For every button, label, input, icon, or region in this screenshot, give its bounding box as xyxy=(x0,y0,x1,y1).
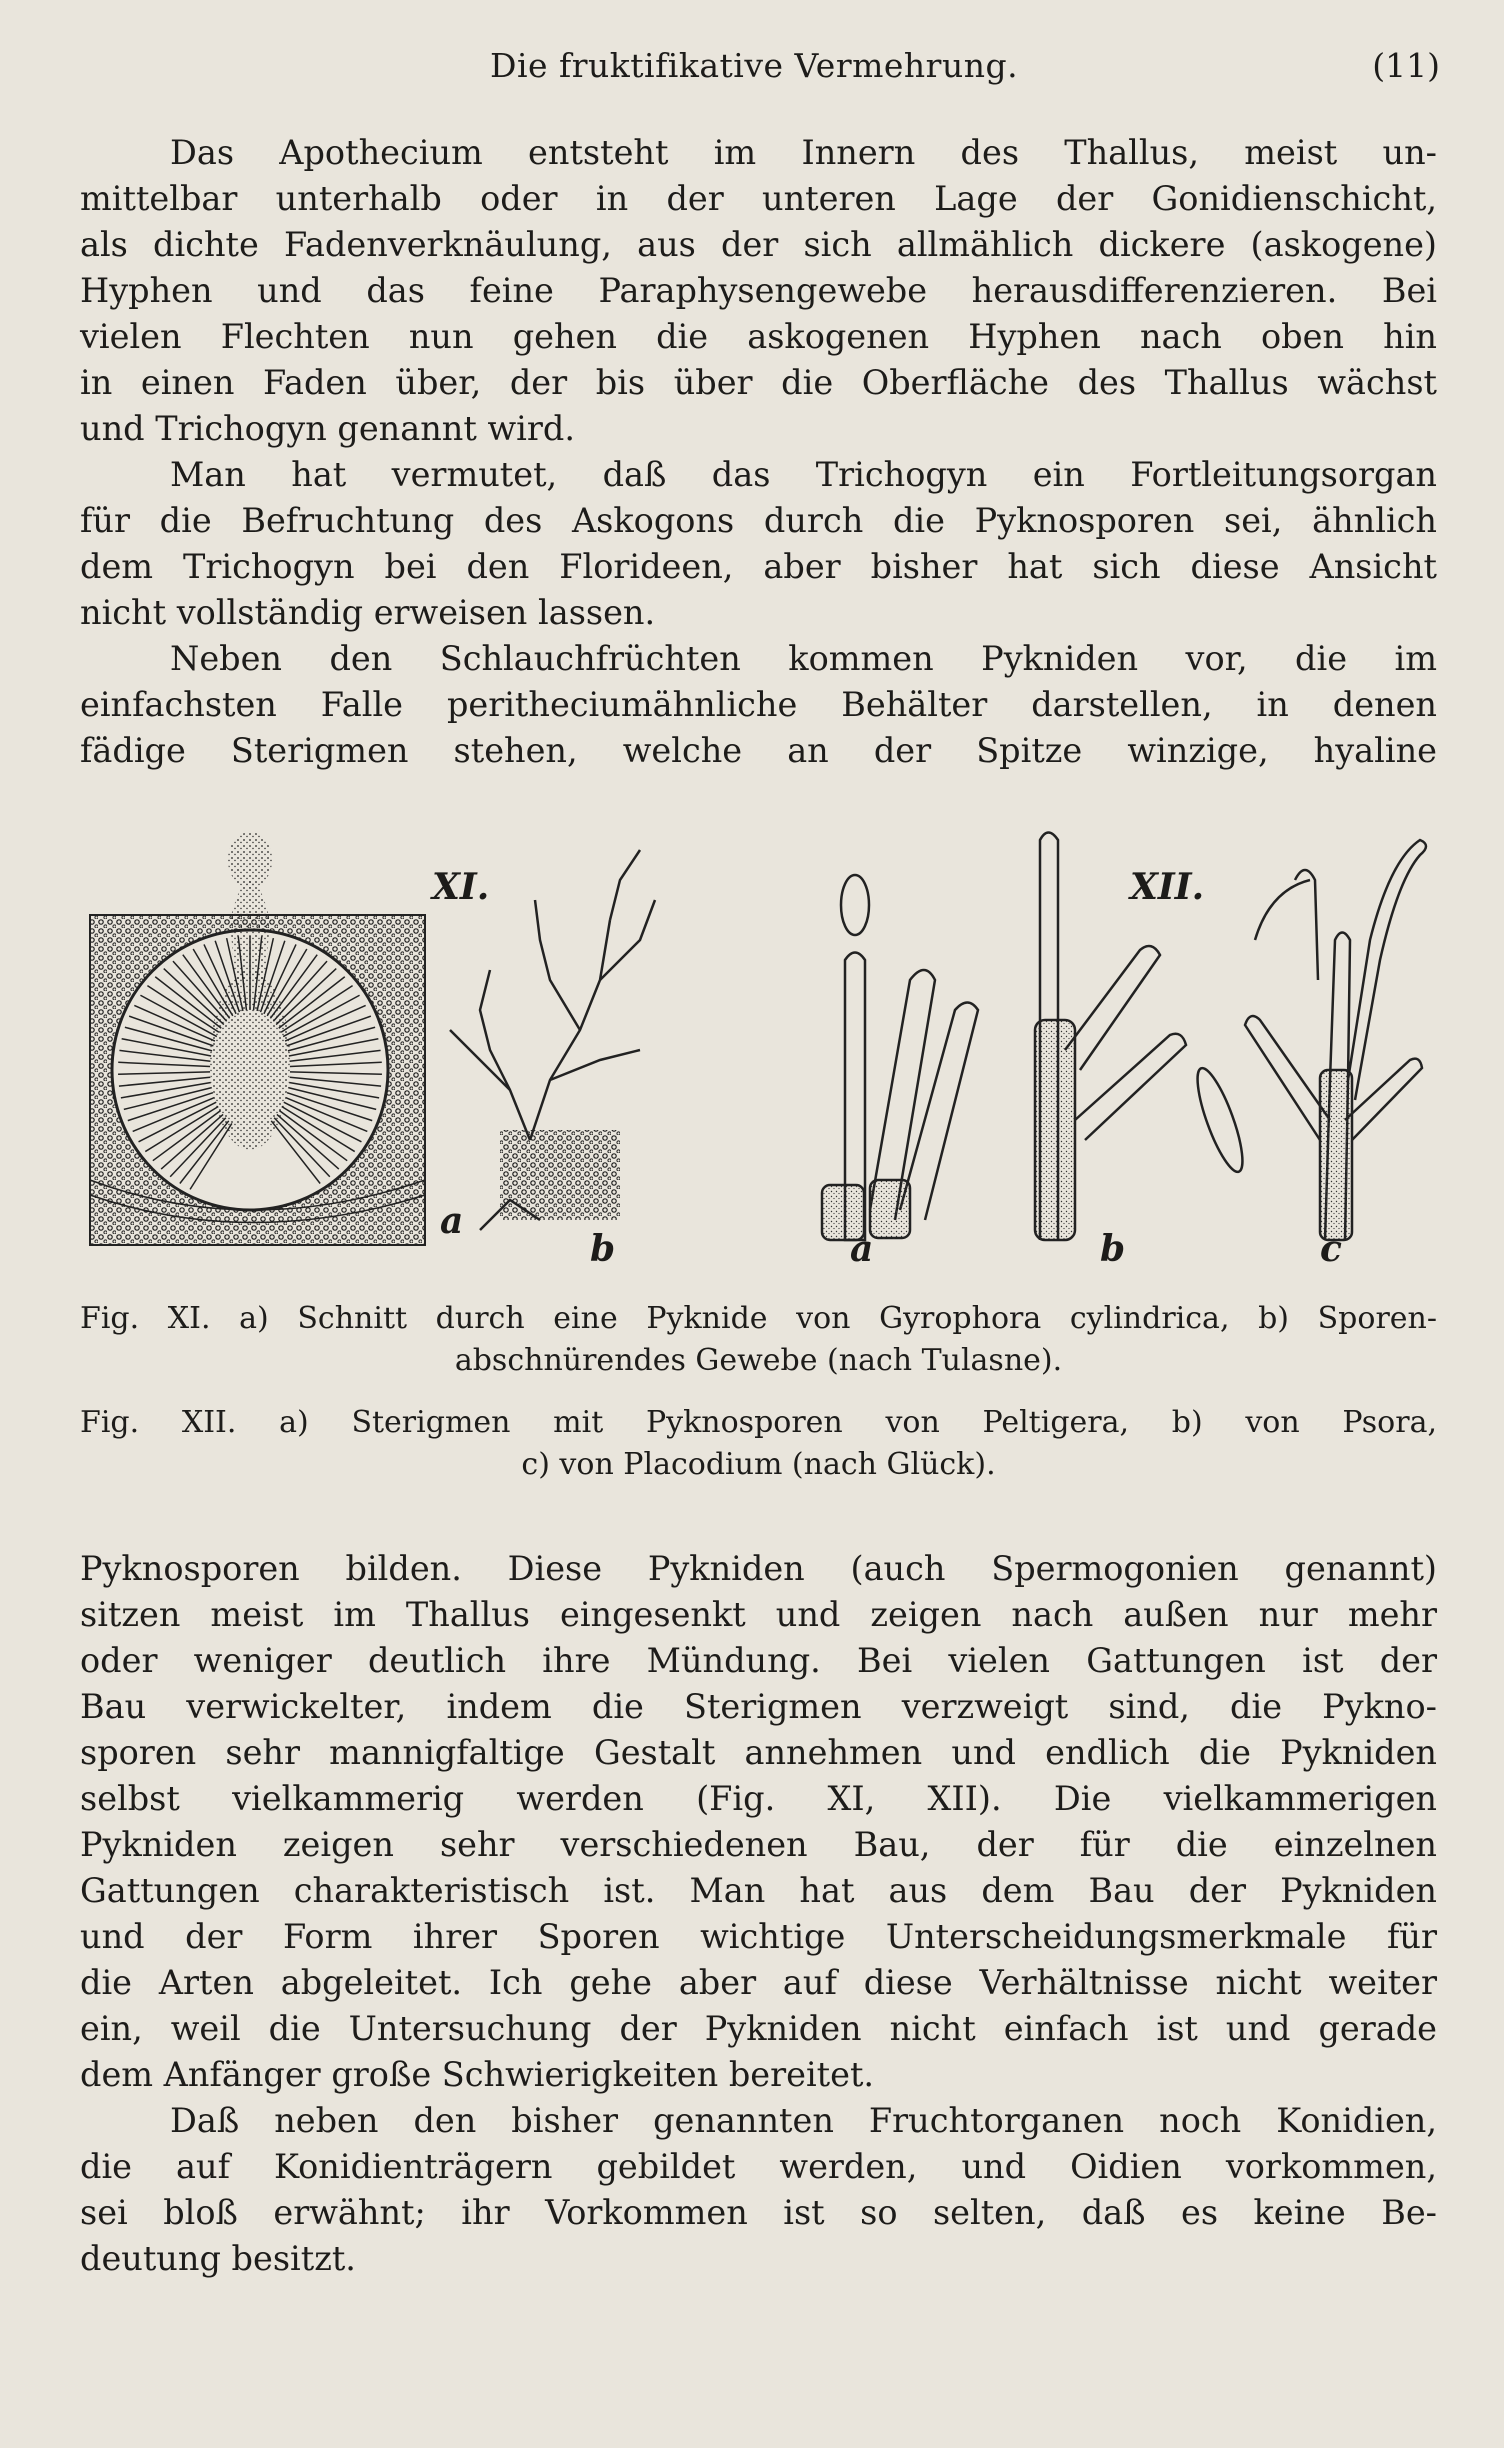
text-line: oder weniger deutlich ihre Mündung. Bei vielen Gattungen ist der xyxy=(80,1641,1437,1680)
figure-label-xi: XI. xyxy=(432,866,490,908)
text-line: mittelbar unterhalb oder in der unteren Lage der Gonidienschicht, xyxy=(80,179,1437,218)
text-line: dem Anfänger große Schwierigkeiten bereitet. xyxy=(80,2055,875,2094)
caption-line: abschnürendes Gewebe (nach Tulasne). xyxy=(454,1343,1063,1378)
caption-line: Fig. XI. a) Schnitt durch eine Pyknide von Gyrophora cylindrica, b) Sporen- xyxy=(80,1301,1437,1336)
figure-illustration xyxy=(80,820,1440,1280)
text-line: als dichte Fadenverknäulung, aus der sich allmählich dickere (askogene) xyxy=(80,225,1437,264)
fig-xii-a-drawing xyxy=(822,875,978,1240)
text-line: Pyknosporen bilden. Diese Pykniden (auch Spermogonien genannt) xyxy=(80,1549,1437,1588)
fig-xi-a-drawing xyxy=(90,832,425,1245)
text-line: Gattungen charakteristisch ist. Man hat aus dem Bau der Pykniden xyxy=(80,1871,1437,1910)
sublabel-xii-a: a xyxy=(850,1228,874,1270)
paragraph-trichogyn xyxy=(80,452,1437,636)
caption-fig-xi xyxy=(80,1298,1437,1382)
caption-line: Fig. XII. a) Sterigmen mit Pyknosporen von Peltigera, b) von Psora, xyxy=(80,1405,1437,1440)
text-line: Neben den Schlauchfrüchten kommen Pykniden vor, die im xyxy=(170,639,1437,678)
text-line: und der Form ihrer Sporen wichtige Unterscheidungsmerkmale für xyxy=(80,1917,1437,1956)
text-line: ein, weil die Untersuchung der Pykniden nicht einfach ist und gerade xyxy=(80,2009,1437,2048)
text-line: sporen sehr mannigfaltige Gestalt annehmen und endlich die Pykniden xyxy=(80,1733,1437,1772)
text-line: dem Trichogyn bei den Florideen, aber bisher hat sich diese Ansicht xyxy=(80,547,1437,586)
paragraph-pyknosporen xyxy=(80,1546,1437,2098)
paragraph-konidien xyxy=(80,2098,1437,2282)
sublabel-xii-c: c xyxy=(1320,1228,1342,1270)
text-line: sei bloß erwähnt; ihr Vorkommen ist so selten, daß es keine Be- xyxy=(80,2193,1437,2232)
text-line: sitzen meist im Thallus eingesenkt und zeigen nach außen nur mehr xyxy=(80,1595,1437,1634)
running-title: Die fruktifikative Vermehrung. xyxy=(490,46,1019,85)
caption-line: c) von Placodium (nach Glück). xyxy=(521,1447,996,1482)
text-line: Man hat vermutet, daß das Trichogyn ein Fortleitungsorgan xyxy=(170,455,1437,494)
sublabel-xi-a: a xyxy=(440,1200,464,1242)
text-line: die Arten abgeleitet. Ich gehe aber auf diese Verhältnisse nicht weiter xyxy=(80,1963,1437,2002)
text-line: die auf Konidienträgern gebildet werden, und Oidien vorkommen, xyxy=(80,2147,1437,2186)
text-line: für die Befruchtung des Askogons durch die Pyknosporen sei, ähnlich xyxy=(80,501,1437,540)
text-line: selbst vielkammerig werden (Fig. XI, XII). Die vielkammerigen xyxy=(80,1779,1437,1818)
fig-xii-c-drawing xyxy=(1245,840,1426,1240)
page-number: (11) xyxy=(1372,46,1440,85)
running-header xyxy=(80,46,1440,90)
figure-xi-xii xyxy=(80,820,1440,1280)
paragraph-apothecium xyxy=(80,130,1437,452)
text-line: Pykniden zeigen sehr verschiedenen Bau, der für die einzelnen xyxy=(80,1825,1437,1864)
sublabel-xi-b: b xyxy=(590,1228,616,1270)
sublabel-xii-b: b xyxy=(1100,1228,1126,1270)
text-line: und Trichogyn genannt wird. xyxy=(80,409,575,448)
paragraph-pykniden xyxy=(80,636,1437,774)
text-line: deutung besitzt. xyxy=(80,2239,356,2278)
figure-label-xii: XII. xyxy=(1130,866,1205,908)
text-line: nicht vollständig erweisen lassen. xyxy=(80,593,656,632)
text-line: fädige Sterigmen stehen, welche an der Spitze winzige, hyaline xyxy=(80,731,1437,770)
text-line: Bau verwickelter, indem die Sterigmen verzweigt sind, die Pykno- xyxy=(80,1687,1437,1726)
text-line: in einen Faden über, der bis über die Oberfläche des Thallus wächst xyxy=(80,363,1437,402)
text-line: Hyphen und das feine Paraphysengewebe herausdifferenzieren. Bei xyxy=(80,271,1437,310)
text-line: vielen Flechten nun gehen die askogenen Hyphen nach oben hin xyxy=(80,317,1437,356)
text-line: einfachsten Falle peritheciumähnliche Behälter darstellen, in denen xyxy=(80,685,1437,724)
text-line: Daß neben den bisher genannten Fruchtorganen noch Konidien, xyxy=(170,2101,1437,2140)
caption-fig-xii xyxy=(80,1402,1437,1486)
text-line: Das Apothecium entsteht im Innern des Thallus, meist un- xyxy=(170,133,1437,172)
